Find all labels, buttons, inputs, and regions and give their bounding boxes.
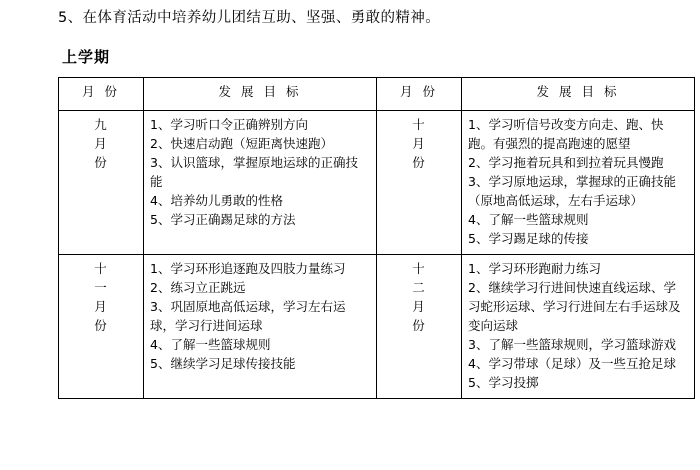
goal-list	[150, 115, 370, 229]
list-item	[468, 115, 688, 153]
month-char: 份	[412, 154, 426, 170]
goal-list	[468, 115, 688, 248]
list-item	[468, 229, 688, 248]
goals-september	[144, 110, 377, 254]
list-item	[150, 354, 370, 373]
month-char: 份	[94, 154, 108, 170]
table-body	[59, 110, 695, 398]
list-item	[150, 278, 370, 297]
goal-text: 1、学习环形跑耐力练习	[468, 260, 601, 276]
table-header	[59, 77, 695, 110]
goal-text: 2、练习立正跳远	[150, 279, 246, 295]
goal-text: 1、学习听口令正确辨别方向	[150, 116, 308, 132]
goal-text: 5、学习正确踢足球的方法	[150, 211, 296, 227]
list-item	[468, 153, 688, 172]
month-char: 份	[412, 317, 426, 333]
month-char: 一	[94, 279, 108, 295]
goal-text: 4、了解一些篮球规则	[468, 211, 589, 227]
header-goal-left: 发 展 目 标	[144, 77, 377, 110]
goal-list	[468, 259, 688, 392]
month-char: 月	[412, 298, 426, 314]
month-label-december	[377, 254, 462, 398]
month-char: 月	[94, 135, 108, 151]
month-label-november	[59, 254, 144, 398]
month-label-september	[59, 110, 144, 254]
intro-paragraph: 5、在体育活动中培养幼儿团结互助、坚强、勇敢的精神。	[58, 10, 441, 26]
month-char: 九	[94, 116, 108, 132]
header-month-right: 月 份	[377, 77, 462, 110]
list-item	[150, 297, 370, 335]
list-item	[150, 259, 370, 278]
list-item	[150, 335, 370, 354]
goal-text: 1、学习环形追逐跑及四肢力量练习	[150, 260, 346, 276]
goals-november	[144, 254, 377, 398]
goal-text: 4、学习带球（足球）及一些互抢足球	[468, 355, 676, 371]
list-item	[468, 172, 688, 210]
goal-text: 5、学习踢足球的传接	[468, 230, 589, 246]
section-title: 上学期	[62, 47, 111, 66]
month-char: 月	[94, 298, 108, 314]
goal-text: 4、了解一些篮球规则	[150, 336, 271, 352]
list-item	[150, 153, 370, 191]
list-item	[150, 134, 370, 153]
list-item	[468, 259, 688, 278]
goal-list	[150, 259, 370, 373]
goal-text: 3、认识篮球，掌握原地运球的正确技能	[150, 154, 358, 189]
goal-text: 4、培养幼儿勇敢的性格	[150, 192, 283, 208]
list-item	[468, 278, 688, 335]
goals-october	[462, 110, 695, 254]
table-row	[59, 110, 695, 254]
header-goal-right: 发 展 目 标	[462, 77, 695, 110]
list-item	[468, 373, 688, 392]
table-header-row	[59, 77, 695, 110]
table-row	[59, 254, 695, 398]
month-char: 二	[412, 279, 426, 295]
goal-text: 5、继续学习足球传接技能	[150, 355, 296, 371]
goal-text: 2、快速启动跑（短距离快速跑）	[150, 135, 333, 151]
goal-text: 2、学习拖着玩具和到拉着玩具慢跑	[468, 154, 664, 170]
month-char: 月	[412, 135, 426, 151]
goal-text: 5、学习投掷	[468, 374, 539, 390]
month-char: 十	[412, 116, 426, 132]
list-item	[468, 335, 688, 354]
goal-text: 3、了解一些篮球规则，学习篮球游戏	[468, 336, 676, 352]
header-month-left: 月 份	[59, 77, 144, 110]
month-char: 十	[94, 260, 108, 276]
list-item	[468, 210, 688, 229]
list-item	[468, 354, 688, 373]
goal-text: 1、学习听信号改变方向走、跑、快跑。有强烈的提高跑速的愿望	[468, 116, 664, 151]
month-char: 份	[94, 317, 108, 333]
development-goals-table	[58, 77, 695, 399]
month-char: 十	[412, 260, 426, 276]
month-label-october	[377, 110, 462, 254]
goal-text: 2、继续学习行进间快速直线运球、学习蛇形运球、学习行进间左右手运球及变向运球	[468, 279, 681, 333]
list-item	[150, 210, 370, 229]
goal-text: 3、巩固原地高低运球，学习左右运球，学习行进间运球	[150, 298, 346, 333]
list-item	[150, 115, 370, 134]
goals-december	[462, 254, 695, 398]
goal-text: 3、学习原地运球，掌握球的正确技能（原地高低运球，左右手运球）	[468, 173, 676, 208]
list-item	[150, 191, 370, 210]
